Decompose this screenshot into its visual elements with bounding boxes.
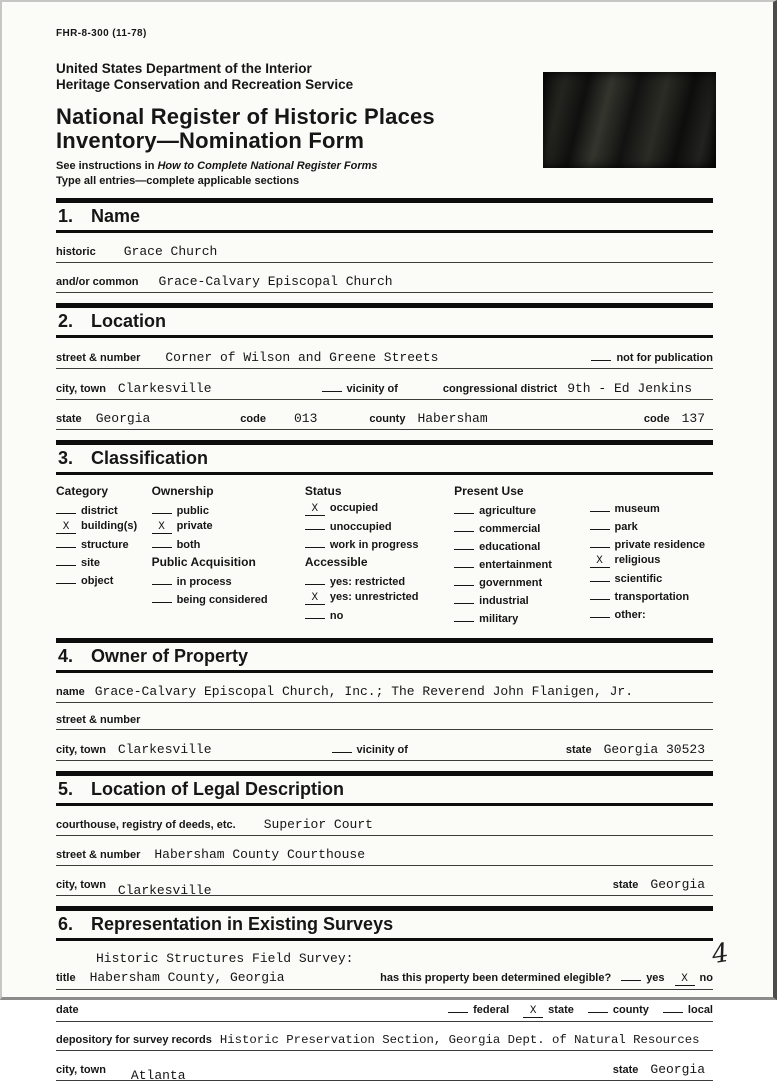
field-label: courthouse, registry of deeds, etc. — [56, 819, 236, 832]
checkbox-mark — [152, 502, 172, 514]
section-rule-bottom — [56, 230, 713, 233]
section-3-header — [56, 440, 713, 475]
checkbox-not-for-publication — [591, 349, 611, 361]
status-heading: Status — [304, 484, 342, 499]
checkbox-label: unoccupied — [329, 521, 392, 534]
field-value: Grace-Calvary Episcopal Church — [158, 274, 393, 290]
checkbox-label: commercial — [479, 523, 541, 536]
field-value: Habersham County Courthouse — [154, 847, 365, 863]
eligibility-group — [380, 969, 713, 986]
section-rule-bottom — [56, 335, 713, 338]
checkbox-label: private residence — [614, 539, 706, 552]
checkbox-mark — [454, 556, 474, 568]
scanned-photo-stamp — [543, 72, 716, 168]
checkbox-structure — [56, 536, 152, 552]
state-label: state — [56, 413, 82, 426]
section-number: 4. — [58, 646, 74, 667]
field-label: city, town — [56, 744, 106, 757]
checkbox-mark — [590, 588, 610, 600]
checkbox-label: transportation — [614, 591, 690, 604]
checkbox-entertainment — [454, 556, 589, 572]
section-number: 6. — [58, 914, 74, 935]
checkbox-mark — [590, 518, 610, 530]
checkbox-label: government — [479, 577, 543, 590]
section-number: 2. — [58, 311, 74, 332]
checkbox-label: educational — [479, 541, 541, 554]
category-column — [56, 484, 152, 628]
field-value: Grace-Calvary Episcopal Church, Inc.; The Reverend John Flanigen, Jr. — [94, 684, 634, 700]
checkbox-vicinity — [332, 741, 352, 753]
checkbox-public — [152, 502, 305, 518]
checkbox-mark: X — [590, 556, 610, 568]
checkbox-label: other: — [614, 609, 646, 622]
field-label: street & number — [56, 849, 141, 862]
section-5-title — [56, 776, 713, 803]
checkbox-buildings — [56, 520, 152, 534]
checkbox-government — [454, 574, 589, 590]
checkbox-vicinity — [322, 380, 342, 392]
instructions-prefix: See instructions in — [56, 160, 158, 173]
state-value: Georgia — [650, 877, 705, 893]
field-label: street & number — [56, 714, 141, 727]
checkbox-mark: X — [305, 504, 325, 516]
checkbox-label: both — [176, 539, 201, 552]
checkbox-label: industrial — [479, 595, 529, 608]
checkbox-district — [56, 502, 152, 518]
accessible-heading: Accessible — [304, 555, 368, 570]
county-label: county — [369, 413, 406, 426]
status-column — [305, 484, 454, 628]
field-label: street & number — [56, 352, 141, 365]
checkbox-local-mark — [663, 1001, 683, 1013]
field-label: name — [56, 686, 85, 699]
field-value: Historic Preservation Section, Georgia Dept. of Natural Resources — [219, 1033, 700, 1048]
field-value: Atlanta — [130, 1068, 186, 1083]
checkbox-both — [152, 536, 305, 552]
checkbox-label: no — [329, 610, 344, 623]
field-label: city, town — [56, 879, 106, 892]
form-title-line-1: National Register of Historic Places — [56, 103, 435, 129]
state-value: Georgia — [650, 1062, 705, 1078]
form-number: FHR-8-300 (11-78) — [56, 28, 147, 39]
checkbox-site — [56, 554, 152, 570]
checkbox-mark — [590, 570, 610, 582]
field-value: Habersham County, Georgia — [89, 970, 285, 986]
state-group — [613, 1062, 705, 1077]
field-depository — [56, 1033, 713, 1051]
checkbox-mark — [590, 536, 610, 548]
field-label: depository for survey records — [56, 1034, 212, 1047]
checkbox-occupied — [305, 502, 454, 516]
checkbox-federal-mark — [448, 1001, 468, 1013]
field-label: historic — [56, 246, 96, 259]
checkbox-mark — [305, 607, 325, 619]
field-value: Corner of Wilson and Greene Streets — [165, 350, 439, 366]
checkbox-mark: X — [152, 522, 172, 534]
no-label: no — [699, 972, 713, 985]
checkbox-mark — [305, 536, 325, 548]
checkbox-mark — [590, 500, 610, 512]
checkbox-state-mark: X — [523, 1006, 543, 1018]
checkbox-mark: X — [56, 522, 76, 534]
present-use-column-1 — [454, 484, 589, 628]
checkbox-mark: X — [305, 593, 325, 605]
ownership-heading: Ownership — [151, 484, 214, 499]
checkbox-commercial — [454, 520, 589, 536]
section-number: 5. — [58, 779, 74, 800]
checkbox-mark — [454, 610, 474, 622]
state-value: Georgia — [95, 411, 151, 427]
field-value: Superior Court — [263, 817, 373, 833]
section-number: 1. — [58, 206, 74, 227]
checkbox-label: private — [176, 520, 213, 533]
field-value: Clarkesville — [117, 883, 212, 899]
checkbox-mark — [305, 573, 325, 585]
checkbox-mark — [454, 592, 474, 604]
state-label: state — [612, 879, 639, 892]
checkbox-label: yes: restricted — [329, 576, 406, 589]
field-owner-street — [56, 714, 713, 730]
checkbox-label: district — [81, 505, 118, 518]
checkbox-label: site — [81, 557, 100, 570]
field-state-county — [56, 411, 713, 430]
code-label: code — [240, 413, 266, 426]
survey-level-group — [448, 1001, 713, 1018]
section-6-title — [56, 911, 713, 938]
state-group — [566, 742, 705, 757]
state-label: state — [548, 1004, 574, 1017]
checkbox-mark — [56, 554, 76, 566]
section-2-title — [56, 308, 713, 335]
field-label: city, town — [56, 1064, 106, 1077]
checkbox-private-residence — [590, 536, 713, 552]
checkbox-mark — [56, 572, 76, 584]
present-use-column-2 — [590, 484, 713, 628]
public-acquisition-heading: Public Acquisition — [151, 555, 256, 570]
field-survey-city — [56, 1062, 713, 1081]
section-1-header — [56, 198, 713, 233]
agency-line-1: United States Department of the Interior — [56, 61, 312, 76]
federal-label: federal — [473, 1004, 510, 1017]
section-4-header — [56, 638, 713, 673]
checkbox-mark — [152, 591, 172, 603]
checkbox-label: museum — [614, 503, 660, 516]
instructions-booklet-title: How to Complete National Register Forms — [157, 160, 378, 173]
eligibility-question: has this property been determined elegible? — [380, 972, 612, 985]
checkbox-label: military — [479, 613, 519, 626]
state-group — [613, 877, 705, 892]
checkbox-private — [152, 520, 305, 534]
code-value: 013 — [293, 411, 318, 427]
section-2-header — [56, 303, 713, 338]
field-common-name — [56, 274, 713, 293]
field-legal-city — [56, 877, 713, 899]
congressional-district-label: congressional district — [442, 383, 558, 396]
checkbox-county-mark — [588, 1001, 608, 1013]
vicinity-label: vicinity of — [346, 383, 398, 396]
checkbox-label: religious — [614, 554, 661, 567]
section-number: 3. — [58, 448, 74, 469]
checkbox-label: public — [176, 505, 209, 518]
checkbox-unoccupied — [305, 518, 454, 534]
checkbox-yes-restricted — [305, 573, 454, 589]
checkbox-no — [305, 607, 454, 623]
county-label: county — [612, 1004, 649, 1017]
checkbox-mark — [454, 502, 474, 514]
checkbox-scientific — [590, 570, 713, 586]
checkbox-in-process — [152, 573, 305, 589]
checkbox-mark — [152, 536, 172, 548]
checkbox-mark — [454, 538, 474, 550]
checkbox-park — [590, 518, 713, 534]
classification-grid — [56, 484, 713, 628]
checkbox-label: scientific — [614, 573, 663, 586]
survey-title-line-1 — [96, 949, 713, 967]
checkbox-label: park — [614, 521, 638, 534]
state-value: Georgia 30523 — [603, 742, 705, 758]
checkbox-religious — [590, 554, 713, 568]
field-value: Clarkesville — [117, 742, 212, 758]
instructions-line-2: Type all entries—complete applicable sections — [56, 174, 300, 187]
section-title-text: Classification — [91, 448, 209, 469]
category-heading: Category — [56, 484, 109, 499]
section-title-text: Location of Legal Description — [91, 779, 345, 800]
checkbox-other — [590, 606, 713, 622]
checkbox-label: occupied — [329, 502, 379, 515]
section-title-text: Owner of Property — [91, 646, 249, 667]
field-label: title — [56, 972, 76, 985]
checkbox-yes-mark — [621, 969, 641, 981]
section-rule-bottom — [56, 938, 713, 941]
checkbox-educational — [454, 538, 589, 554]
field-value: Grace Church — [123, 244, 218, 260]
checkbox-no-mark: X — [675, 974, 695, 986]
section-title-text: Representation in Existing Surveys — [91, 914, 394, 935]
checkbox-label: yes: unrestricted — [329, 591, 419, 604]
vicinity-label: vicinity of — [356, 744, 408, 757]
field-city-town — [56, 380, 713, 400]
field-courthouse — [56, 817, 713, 836]
field-label: and/or common — [56, 276, 139, 289]
section-title-text: Location — [91, 311, 166, 332]
handwritten-page-number: 4 — [710, 937, 732, 971]
state-label: state — [612, 1064, 639, 1077]
checkbox-label: being considered — [176, 594, 268, 607]
form-title-line-2: Inventory—Nomination Form — [56, 127, 365, 153]
checkbox-being-considered — [152, 591, 305, 607]
field-survey-title — [56, 969, 713, 990]
state-label: state — [565, 744, 592, 757]
checkbox-mark — [152, 573, 172, 585]
not-for-publication-group — [591, 349, 713, 364]
code-label: code — [643, 413, 670, 426]
section-4-title — [56, 643, 713, 670]
checkbox-object — [56, 572, 152, 588]
field-owner-city — [56, 741, 713, 761]
survey-title-value-line-1: Historic Structures Field Survey: — [96, 951, 354, 967]
checkbox-mark — [454, 574, 474, 586]
county-value: Habersham — [417, 411, 488, 427]
checkbox-industrial — [454, 592, 589, 608]
checkbox-mark — [56, 502, 76, 514]
checkbox-label: object — [81, 575, 114, 588]
field-owner-name — [56, 684, 713, 703]
field-value: Clarkesville — [117, 381, 212, 397]
section-rule-bottom — [56, 472, 713, 475]
local-label: local — [687, 1004, 713, 1017]
yes-label: yes — [646, 972, 665, 985]
section-rule-bottom — [56, 803, 713, 806]
checkbox-museum — [590, 500, 713, 516]
checkbox-label: structure — [81, 539, 129, 552]
field-historic-name — [56, 244, 713, 263]
code-value: 137 — [681, 411, 705, 427]
checkbox-work-in-progress — [305, 536, 454, 552]
field-street-number — [56, 349, 713, 369]
checkbox-military — [454, 610, 589, 626]
code2-group — [644, 411, 705, 426]
checkbox-mark — [56, 536, 76, 548]
field-label: date — [56, 1004, 79, 1017]
section-5-header — [56, 771, 713, 806]
checkbox-label: entertainment — [479, 559, 552, 572]
ownership-column — [152, 484, 305, 628]
checkbox-transportation — [590, 588, 713, 604]
field-legal-street — [56, 847, 713, 866]
section-rule-bottom — [56, 670, 713, 673]
checkbox-label: work in progress — [329, 539, 419, 552]
checkbox-label: not for publication — [616, 352, 713, 365]
congressional-district-value: 9th - Ed Jenkins — [567, 381, 693, 397]
checkbox-mark — [454, 520, 474, 532]
field-label: city, town — [56, 383, 106, 396]
checkbox-label: building(s) — [81, 520, 138, 533]
agency-line-2: Heritage Conservation and Recreation Service — [56, 77, 354, 93]
section-1-title — [56, 203, 713, 230]
section-3-title — [56, 445, 713, 472]
checkbox-mark — [590, 606, 610, 618]
checkbox-label: in process — [176, 576, 232, 589]
present-use-heading: Present Use — [454, 484, 524, 499]
checkbox-agriculture — [454, 502, 589, 518]
section-6-header — [56, 906, 713, 941]
checkbox-yes-unrestricted — [305, 591, 454, 605]
checkbox-mark — [305, 518, 325, 530]
checkbox-label: agriculture — [479, 505, 537, 518]
section-title-text: Name — [91, 206, 141, 227]
field-survey-date — [56, 1001, 713, 1022]
